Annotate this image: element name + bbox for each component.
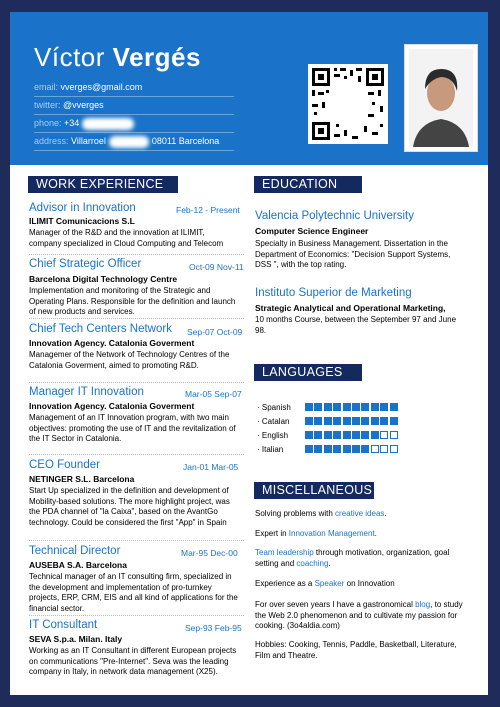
- level-cell-filled: [371, 403, 379, 411]
- language-level-bar: [305, 403, 405, 412]
- language-level-bar: [305, 445, 405, 454]
- level-cell-filled: [352, 403, 360, 411]
- job-organization: NETINGER S.L. Barcelona: [29, 474, 135, 484]
- level-cell-filled: [333, 431, 341, 439]
- education-degree: Strategic Analytical and Operational Marketing,: [255, 303, 446, 313]
- level-cell-filled: [324, 445, 332, 453]
- level-cell-filled: [314, 431, 322, 439]
- level-cell-empty: [390, 445, 398, 453]
- level-cell-filled: [390, 403, 398, 411]
- job-organization: SEVA S.p.a. Milan. Italy: [29, 634, 123, 644]
- level-cell-filled: [380, 403, 388, 411]
- divider: [29, 382, 244, 383]
- level-cell-filled: [361, 417, 369, 425]
- person-name: Víctor Vergés: [34, 42, 201, 72]
- level-cell-filled: [371, 417, 379, 425]
- misc-item: Experience as a Speaker on Innovation: [255, 579, 395, 588]
- job-description: Managemer of the Network of Technology Centres of the Catalonia Goverment, aimed to promoting R&D.: [29, 350, 230, 370]
- level-cell-filled: [305, 403, 313, 411]
- level-cell-filled: [352, 445, 360, 453]
- contact-twitter[interactable]: twitter: @vverges: [34, 96, 234, 115]
- profile-photo: [404, 44, 478, 152]
- qr-code: [308, 64, 388, 144]
- job-title: Manager IT Innovation: [29, 386, 144, 398]
- contact-phone: phone: +34: [34, 114, 234, 133]
- level-cell-filled: [352, 431, 360, 439]
- level-cell-filled: [324, 403, 332, 411]
- level-cell-filled: [333, 445, 341, 453]
- job-date: Sep-07 Oct-09: [187, 327, 243, 337]
- language-level-bar: [305, 431, 405, 440]
- job-date: Mar-95 Dec-00: [181, 548, 238, 558]
- education-description: 10 months Course, between the September 97 and June 98.: [255, 315, 457, 335]
- language-row-english: · English: [257, 430, 303, 441]
- level-cell-empty: [380, 445, 388, 453]
- job-description: Working as an IT Consultant in different European projects on communications "Pre-Internet". Seva was the leading company in Italy, in network data management (X25).: [29, 646, 237, 676]
- job-description: Implementation and monitoring of the Strategic and Operating Plans. Responsible for the definition and launch of new products and services.: [29, 286, 236, 316]
- level-cell-empty: [371, 445, 379, 453]
- resume-page: [10, 12, 488, 695]
- level-cell-filled: [305, 445, 313, 453]
- education-degree: Computer Science Engineer: [255, 226, 369, 236]
- job-organization: Barcelona Digital Technology Centre: [29, 274, 178, 284]
- section-education: EDUCATION: [254, 176, 362, 193]
- job-date: Feb-12 - Present: [176, 205, 240, 215]
- section-work-experience: WORK EXPERIENCE: [28, 176, 178, 193]
- level-cell-filled: [333, 417, 341, 425]
- language-row-italian: · Italian: [257, 444, 303, 455]
- level-cell-filled: [390, 417, 398, 425]
- level-cell-filled: [361, 445, 369, 453]
- education-institution: Valencia Polytechnic University: [255, 210, 414, 222]
- job-organization: AUSEBA S.A. Barcelona: [29, 560, 127, 570]
- redacted-blur: [109, 136, 149, 148]
- level-cell-filled: [324, 417, 332, 425]
- divider: [29, 454, 244, 455]
- job-title: Chief Strategic Officer: [29, 258, 142, 270]
- education-institution: Instituto Superior de Marketing: [255, 287, 412, 299]
- job-description: Technical manager of an IT consulting firm, specialized in the development and implementation of pro-turnkey projects, ERP, CRM, EIS and all kind of applications for the financial sector.: [29, 572, 238, 613]
- language-level-bar: [305, 417, 405, 426]
- header-banner: [10, 12, 488, 165]
- misc-item: For over seven years I have a gastronomical blog, to study the Web 2.0 phenomenon and to cultivate my passion for cooking. (3o4aldia.com): [255, 600, 463, 630]
- level-cell-filled: [361, 403, 369, 411]
- misc-hobbies: Hobbies: Cooking, Tennis, Paddle, Basketball, Literature, Film and Theatre.: [255, 640, 457, 660]
- job-title: Advisor in Innovation: [29, 202, 136, 214]
- level-cell-filled: [314, 445, 322, 453]
- divider: [29, 540, 244, 541]
- level-cell-filled: [305, 431, 313, 439]
- level-cell-filled: [380, 417, 388, 425]
- job-description: Start Up specialized in the definition and development of Mobility-based solutions. The more highlight project, was the PDA channel of "la Caixa", based on the AvantGo technology. Could be considered the first "App" in Spain: [29, 486, 230, 527]
- level-cell-filled: [343, 403, 351, 411]
- job-title: Chief Tech Centers Network: [29, 323, 172, 335]
- level-cell-filled: [305, 417, 313, 425]
- job-date: Jan-01 Mar-05: [183, 462, 239, 472]
- level-cell-filled: [343, 417, 351, 425]
- misc-item: Team leadership through motivation, organization, goal setting and coaching.: [255, 548, 450, 568]
- job-date: Sep-93 Feb-95: [185, 623, 242, 633]
- job-date: Mar-05 Sep-07: [185, 389, 242, 399]
- level-cell-filled: [361, 431, 369, 439]
- job-description: Management of an IT Innovation program, with two main objectives: promoting the use of IT and the revitalization of the IT Sector in Catalonia.: [29, 413, 236, 443]
- level-cell-filled: [314, 417, 322, 425]
- level-cell-filled: [314, 403, 322, 411]
- job-date: Oct-09 Nov-11: [189, 262, 244, 272]
- job-title: IT Consultant: [29, 619, 98, 631]
- contact-email[interactable]: email: vverges@gmail.com: [34, 78, 234, 97]
- level-cell-empty: [390, 431, 398, 439]
- divider: [29, 615, 244, 616]
- language-row-spanish: · Spanish: [257, 402, 303, 413]
- job-organization: Innovation Agency. Catalonia Goverment: [29, 338, 195, 348]
- section-miscellaneous: MISCELLANEOUS: [254, 482, 374, 499]
- level-cell-filled: [343, 445, 351, 453]
- level-cell-filled: [352, 417, 360, 425]
- misc-item: Expert in Innovation Management.: [255, 529, 377, 538]
- misc-item: Solving problems with creative ideas.: [255, 509, 387, 518]
- redacted-blur: [82, 118, 134, 130]
- job-title: CEO Founder: [29, 459, 100, 471]
- job-title: Technical Director: [29, 545, 121, 557]
- job-organization: ILIMIT Comunicacions S.L: [29, 216, 135, 226]
- job-description: Manager of the R&D and the innovation at ILIMIT, company specialized in Cloud Computing and Telecom: [29, 228, 224, 248]
- level-cell-empty: [380, 431, 388, 439]
- job-organization: Innovation Agency. Catalonia Goverment: [29, 401, 195, 411]
- divider: [29, 318, 244, 319]
- section-languages: LANGUAGES: [254, 364, 362, 381]
- level-cell-filled: [324, 431, 332, 439]
- level-cell-filled: [371, 431, 379, 439]
- contact-address: address: Villarroel 08011 Barcelona: [34, 132, 234, 151]
- divider: [29, 254, 244, 255]
- language-row-catalan: · Catalan: [257, 416, 303, 427]
- education-description: Specialty in Business Management. Dissertation in the Department of Economics: "Decision Support Systems, DSS ", with the top rating.: [255, 239, 451, 269]
- level-cell-filled: [333, 403, 341, 411]
- level-cell-filled: [343, 431, 351, 439]
